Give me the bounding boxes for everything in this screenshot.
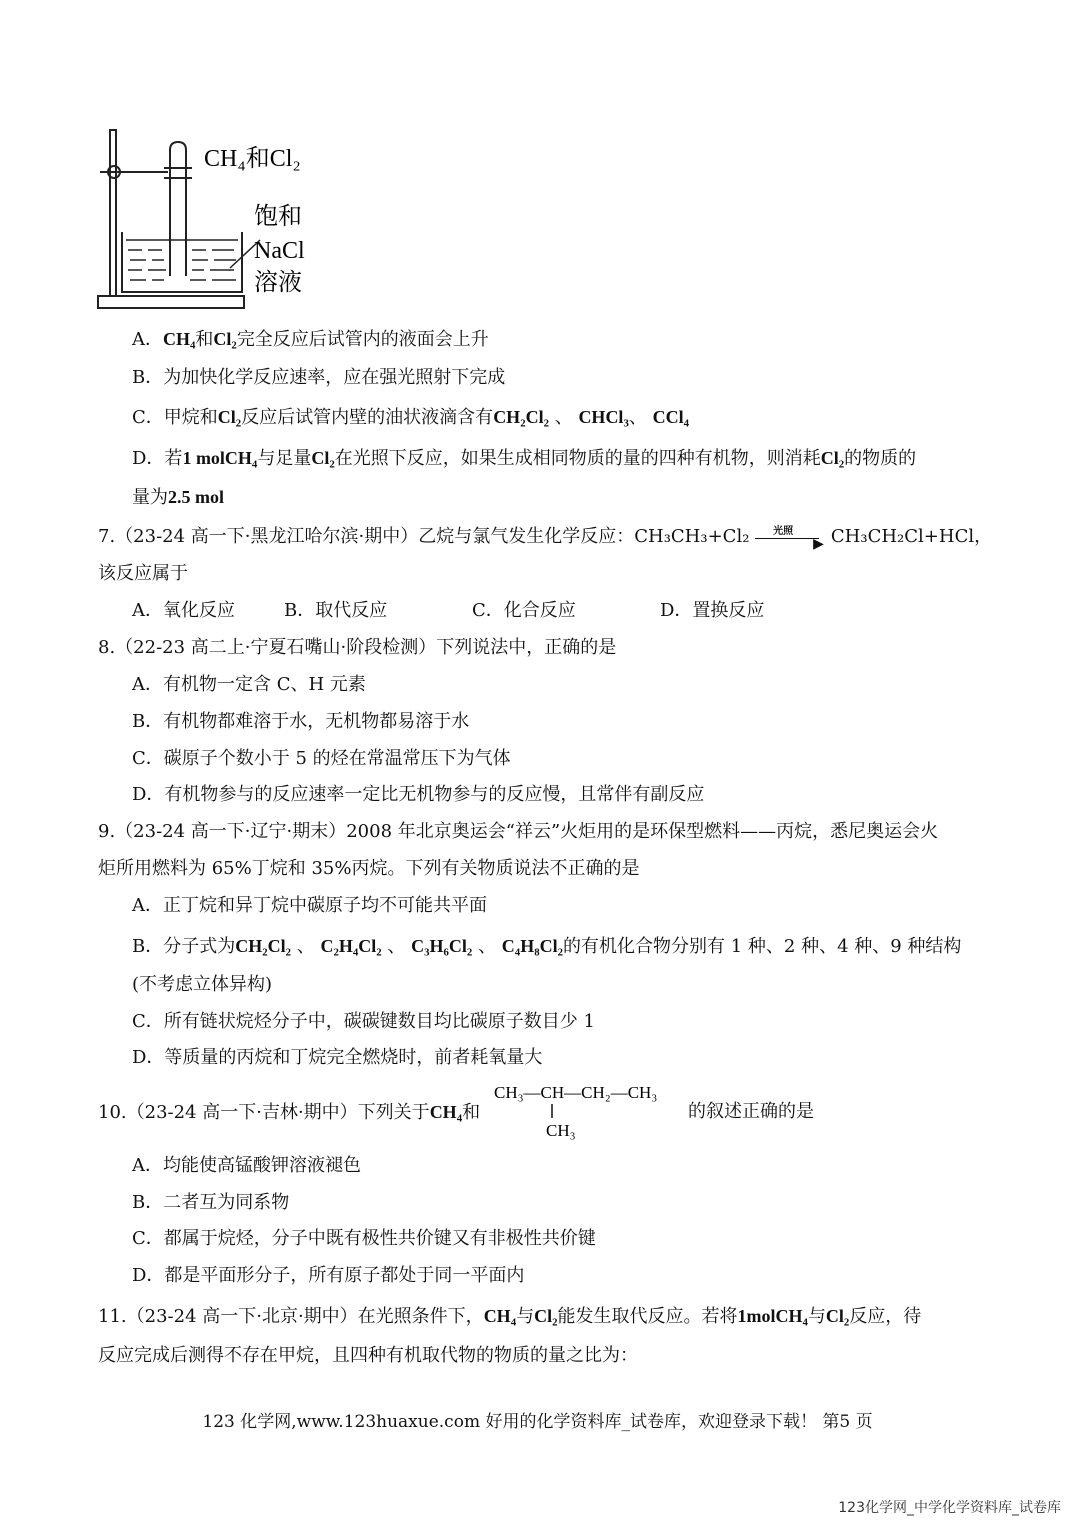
q10-option-d: D．都是平面形分子，所有原子都处于同一平面内 (132, 1265, 525, 1286)
solution-label-3: 溶液 (254, 268, 302, 296)
arrow-label: 光照 (773, 526, 794, 537)
text: 11.（23-24 高一下·北京·期中）在光照条件下， (98, 1306, 484, 1327)
formula: Cl₂ (825, 1306, 850, 1326)
q8-option-b: B．有机物都难溶于水，无机物都易溶于水 (132, 711, 470, 732)
text: 的物质的 (844, 448, 917, 469)
formula: CCl₄ (652, 407, 689, 427)
q8-stem: 8.（22-23 高二上·宁夏石嘴山·阶段检测）下列说法中，正确的是 (98, 637, 617, 658)
formula: CH₄ (163, 329, 196, 349)
q7-stem (98, 524, 992, 550)
isopentane-structure (492, 1080, 688, 1140)
q7-option-a: A．氧化反应 (132, 600, 235, 621)
watermark: 123化学网_中学化学资料库_试卷库 (838, 1500, 1061, 1516)
formula: Cl₂ (213, 329, 237, 349)
gas-label: CH₄和Cl₂ (204, 146, 301, 172)
formula: C₃H₆Cl₂ (411, 936, 473, 956)
q10-option-b: B．二者互为同系物 (132, 1192, 290, 1213)
q10-stem (98, 1099, 480, 1126)
text: 反应，待 (849, 1306, 922, 1327)
text: 与 (516, 1306, 535, 1327)
text: CH₃CH₂Cl+HCl， (830, 526, 993, 547)
q9-option-b-cont: (不考虑立体异构) (132, 974, 273, 995)
text: 能发生取代反应。若将 (557, 1306, 738, 1327)
text: 的有机化合物分别有 1 种、2 种、4 种、9 种结构 (563, 936, 962, 957)
text: 、 (381, 936, 412, 957)
text: 、 (628, 407, 653, 428)
text: C．甲烷和 (132, 407, 218, 428)
q10-stem-suffix: 的叙述正确的是 (688, 1101, 814, 1122)
struct-branch: CH₃ (546, 1121, 576, 1140)
option-prefix: A． (132, 329, 163, 350)
text: 与 (807, 1306, 826, 1327)
q9-option-b (132, 933, 961, 960)
text: 、 (472, 936, 502, 957)
q9-stem-cont: 炬所用燃料为 65%丁烷和 35%丙烷。下列有关物质说法不正确的是 (98, 858, 640, 879)
q11-stem (98, 1303, 921, 1330)
formula: CH₂Cl₂ (493, 407, 549, 427)
text: 与足量 (257, 448, 312, 469)
q7-stem-cont: 该反应属于 (98, 563, 188, 584)
q7-option-b: B．取代反应 (284, 600, 388, 621)
q7-option-d: D．置换反应 (660, 600, 765, 621)
formula: 1molCH₄ (737, 1306, 808, 1326)
solution-label-2: NaCl (254, 238, 305, 264)
text: 反应后试管内壁的油状液滴含有 (241, 407, 494, 428)
formula: CH₄ (429, 1102, 463, 1122)
formula: C₂H₄Cl₂ (320, 936, 382, 956)
q9-option-d: D．等质量的丙烷和丁烷完全燃烧时，前者耗氧量大 (132, 1047, 543, 1068)
formula: CH₂Cl₂ (235, 936, 292, 956)
text: 10.（23-24 高一下·吉林·期中）下列关于 (98, 1102, 430, 1123)
q6-option-d (132, 445, 916, 472)
formula: Cl₂ (820, 448, 845, 468)
formula: 2.5 mol (168, 487, 224, 507)
q6-option-c (132, 404, 689, 431)
formula: Cl₂ (217, 407, 242, 427)
text: 和 (462, 1102, 481, 1123)
text: D．若 (132, 448, 183, 469)
text: 、 (291, 936, 321, 957)
q9-option-c: C．所有链状烷烃分子中，碳碳键数目均比碳原子数目少 1 (132, 1011, 595, 1032)
formula: C₄H₈Cl₂ (501, 936, 563, 956)
q8-option-c: C．碳原子个数小于 5 的烃在常温常压下为气体 (132, 748, 511, 769)
q8-option-d: D．有机物参与的反应速率一定比无机物参与的反应慢，且常伴有副反应 (132, 784, 705, 805)
q8-option-a: A．有机物一定含 C、H 元素 (132, 674, 366, 695)
text: 完全反应后试管内的液面会上升 (236, 329, 489, 350)
reaction-arrow: 光照 ▶ (755, 527, 825, 547)
text: B．分子式为 (132, 936, 236, 957)
formula: Cl₂ (311, 448, 335, 468)
formula: CHCl₃ (578, 407, 629, 427)
solution-label-1: 饱和 (254, 202, 302, 230)
formula: Cl₂ (534, 1306, 558, 1326)
text: 量为 (132, 487, 168, 508)
q10-option-c: C．都属于烷烃，分子中既有极性共价键又有非极性共价键 (132, 1228, 596, 1249)
q6-option-b: B．为加快化学反应速率，应在强光照射下完成 (132, 367, 506, 388)
q6-option-a (132, 326, 489, 353)
q7-option-c: C．化合反应 (472, 600, 576, 621)
text: 在光照下反应，如果生成相同物质的量的四种有机物，则消耗 (334, 448, 821, 469)
q9-option-a: A．正丁烷和异丁烷中碳原子均不可能共平面 (132, 895, 487, 916)
struct-main-chain: CH₃—CH—CH₂—CH₃ (494, 1083, 658, 1102)
q11-stem-cont: 反应完成后测得不存在甲烷，且四种有机取代物的物质的量之比为： (98, 1345, 638, 1366)
text: 和 (195, 329, 214, 350)
q10-option-a: A．均能使高锰酸钾溶液褪色 (132, 1155, 361, 1176)
q6-option-d-cont (132, 484, 224, 511)
formula: 1 molCH₄ (182, 448, 258, 468)
q9-stem: 9.（23-24 高一下·辽宁·期末）2008 年北京奥运会“祥云”火炬用的是环保型燃料——丙烷，悉尼奥运会火 (98, 821, 939, 842)
formula: CH₄ (483, 1306, 517, 1326)
page-footer: 123 化学网,www.123huaxue.com 好用的化学资料库_试卷库，欢迎登录下载！ 第5 页 (202, 1412, 873, 1432)
reaction-apparatus-figure (94, 128, 334, 314)
text: 7.（23-24 高一下·黑龙江哈尔滨·期中）乙烷与氯气发生化学反应：CH₃CH₃+Cl₂ (98, 526, 750, 547)
text: 、 (548, 407, 579, 428)
